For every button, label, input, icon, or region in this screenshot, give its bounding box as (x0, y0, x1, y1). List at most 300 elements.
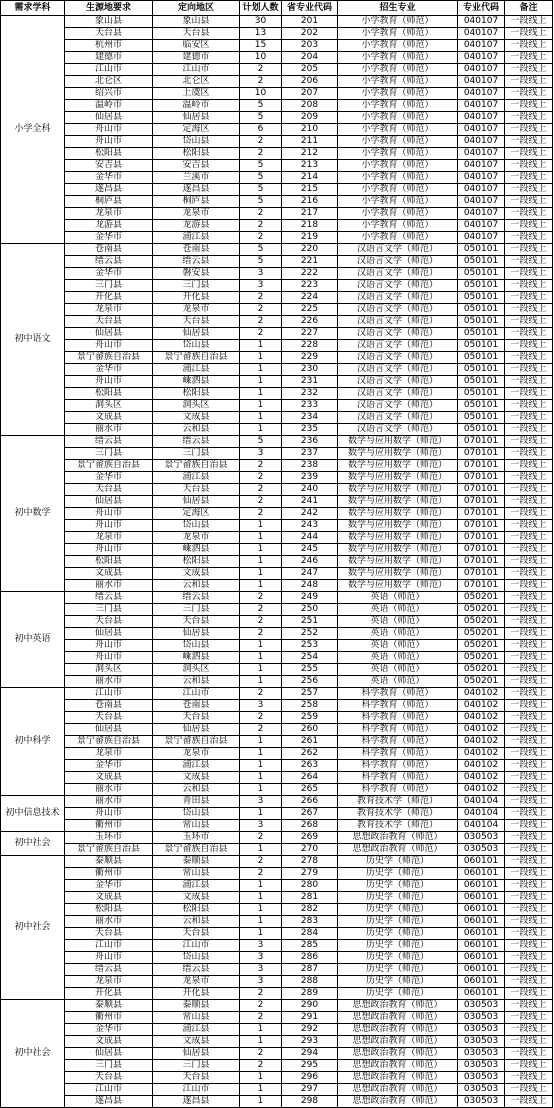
region-cell: 温岭市 (153, 100, 240, 112)
table-row (1, 472, 553, 484)
major-cell: 数学与应用数学（师范） (338, 472, 458, 484)
remark-cell: 一段线上 (505, 28, 553, 40)
header-plan-count: 计划人数 (240, 1, 282, 16)
origin-cell: 松阳县 (65, 556, 153, 568)
remark-cell: 一段线上 (505, 232, 553, 244)
origin-cell: 文成县 (65, 568, 153, 580)
table-row (1, 196, 553, 208)
header-row (1, 1, 553, 16)
plan-count-cell: 2 (240, 712, 282, 724)
origin-cell: 缙云县 (65, 256, 153, 268)
plan-count-cell: 1 (240, 772, 282, 784)
remark-cell: 一段线上 (505, 976, 553, 988)
remark-cell: 一段线上 (505, 796, 553, 808)
origin-cell: 天台县 (65, 316, 153, 328)
major-code-cell: 060101 (458, 928, 505, 940)
major-cell: 思想政治教育（师范） (338, 1084, 458, 1096)
major-cell: 科学教育（师范） (338, 712, 458, 724)
plan-count-cell: 5 (240, 112, 282, 124)
region-cell: 松阳县 (153, 148, 240, 160)
province-code-cell: 298 (282, 1096, 338, 1108)
region-cell: 岱山县 (153, 340, 240, 352)
major-cell: 小学教育（师范） (338, 208, 458, 220)
major-code-cell: 050101 (458, 244, 505, 256)
region-cell: 龙泉市 (153, 748, 240, 760)
origin-cell: 安吉县 (65, 160, 153, 172)
header-region: 定向地区 (153, 1, 240, 16)
major-cell: 历史学（师范） (338, 904, 458, 916)
plan-count-cell: 2 (240, 496, 282, 508)
major-cell: 历史学（师范） (338, 940, 458, 952)
major-code-cell: 070101 (458, 532, 505, 544)
major-code-cell: 040102 (458, 700, 505, 712)
table-row (1, 52, 553, 64)
major-cell: 历史学（师范） (338, 976, 458, 988)
table-row (1, 460, 553, 472)
origin-cell: 缙云县 (65, 436, 153, 448)
table-row (1, 580, 553, 592)
plan-count-cell: 1 (240, 844, 282, 856)
remark-cell: 一段线上 (505, 556, 553, 568)
region-cell: 泰顺县 (153, 856, 240, 868)
remark-cell: 一段线上 (505, 400, 553, 412)
plan-count-cell: 3 (240, 796, 282, 808)
province-code-cell: 262 (282, 748, 338, 760)
table-row (1, 856, 553, 868)
province-code-cell: 286 (282, 952, 338, 964)
origin-cell: 金华市 (65, 232, 153, 244)
origin-cell: 洞头区 (65, 664, 153, 676)
major-code-cell: 050201 (458, 640, 505, 652)
remark-cell: 一段线上 (505, 676, 553, 688)
remark-cell: 一段线上 (505, 256, 553, 268)
province-code-cell: 245 (282, 544, 338, 556)
table-row (1, 328, 553, 340)
region-cell: 仙居县 (153, 1048, 240, 1060)
major-cell: 英语（师范） (338, 664, 458, 676)
plan-count-cell: 5 (240, 196, 282, 208)
table-row (1, 1000, 553, 1012)
region-cell: 桐庐县 (153, 196, 240, 208)
origin-cell: 龙泉市 (65, 976, 153, 988)
major-code-cell: 030503 (458, 832, 505, 844)
table-row (1, 1036, 553, 1048)
table-body (1, 16, 553, 1108)
province-code-cell: 242 (282, 508, 338, 520)
origin-cell: 舟山市 (65, 808, 153, 820)
table-row (1, 256, 553, 268)
remark-cell: 一段线上 (505, 1000, 553, 1012)
major-cell: 历史学（师范） (338, 952, 458, 964)
plan-count-cell: 2 (240, 832, 282, 844)
plan-count-cell: 13 (240, 28, 282, 40)
table-row (1, 736, 553, 748)
major-cell: 历史学（师范） (338, 988, 458, 1000)
region-cell: 岱山县 (153, 520, 240, 532)
table-row (1, 448, 553, 460)
origin-cell: 文成县 (65, 772, 153, 784)
province-code-cell: 288 (282, 976, 338, 988)
region-cell: 天台县 (153, 28, 240, 40)
origin-cell: 仙居县 (65, 724, 153, 736)
remark-cell: 一段线上 (505, 208, 553, 220)
region-cell: 江山市 (153, 688, 240, 700)
plan-count-cell: 3 (240, 964, 282, 976)
major-code-cell: 050101 (458, 400, 505, 412)
province-code-cell: 237 (282, 448, 338, 460)
remark-cell: 一段线上 (505, 880, 553, 892)
major-code-cell: 040107 (458, 28, 505, 40)
region-cell: 天台县 (153, 484, 240, 496)
origin-cell: 舟山市 (65, 376, 153, 388)
major-cell: 英语（师范） (338, 640, 458, 652)
plan-count-cell: 5 (240, 100, 282, 112)
table-row (1, 880, 553, 892)
major-cell: 数学与应用数学（师范） (338, 508, 458, 520)
region-cell: 常山县 (153, 1012, 240, 1024)
origin-cell: 衢州市 (65, 1012, 153, 1024)
remark-cell: 一段线上 (505, 460, 553, 472)
plan-count-cell: 2 (240, 316, 282, 328)
region-cell: 苍南县 (153, 700, 240, 712)
remark-cell: 一段线上 (505, 100, 553, 112)
region-cell: 三门县 (153, 604, 240, 616)
major-code-cell: 030503 (458, 1048, 505, 1060)
remark-cell: 一段线上 (505, 856, 553, 868)
region-cell: 龙泉市 (153, 208, 240, 220)
table-row (1, 388, 553, 400)
major-code-cell: 060101 (458, 856, 505, 868)
origin-cell: 缙云县 (65, 592, 153, 604)
region-cell: 开化县 (153, 292, 240, 304)
remark-cell: 一段线上 (505, 904, 553, 916)
major-code-cell: 030503 (458, 1036, 505, 1048)
major-cell: 思想政治教育（师范） (338, 1096, 458, 1108)
origin-cell: 天台县 (65, 28, 153, 40)
major-cell: 汉语言文学（师范） (338, 328, 458, 340)
remark-cell: 一段线上 (505, 1072, 553, 1084)
origin-cell: 舟山市 (65, 952, 153, 964)
table-row (1, 88, 553, 100)
province-code-cell: 238 (282, 460, 338, 472)
region-cell: 景宁畲族自治县 (153, 736, 240, 748)
origin-cell: 天台县 (65, 928, 153, 940)
plan-count-cell: 5 (240, 160, 282, 172)
plan-count-cell: 1 (240, 676, 282, 688)
major-cell: 汉语言文学（师范） (338, 244, 458, 256)
province-code-cell: 211 (282, 136, 338, 148)
major-code-cell: 060101 (458, 880, 505, 892)
major-cell: 汉语言文学（师范） (338, 268, 458, 280)
table-row (1, 112, 553, 124)
table-row (1, 916, 553, 928)
major-cell: 小学教育（师范） (338, 136, 458, 148)
region-cell: 江山市 (153, 64, 240, 76)
origin-cell: 仙居县 (65, 1048, 153, 1060)
origin-cell: 江山市 (65, 64, 153, 76)
major-cell: 数学与应用数学（师范） (338, 556, 458, 568)
region-cell: 云和县 (153, 580, 240, 592)
province-code-cell: 285 (282, 940, 338, 952)
table-row (1, 232, 553, 244)
table-row (1, 556, 553, 568)
major-code-cell: 040107 (458, 148, 505, 160)
plan-count-cell: 2 (240, 76, 282, 88)
table-row (1, 64, 553, 76)
table-row (1, 208, 553, 220)
origin-cell: 丽水市 (65, 784, 153, 796)
origin-cell: 金华市 (65, 880, 153, 892)
plan-count-cell: 1 (240, 520, 282, 532)
major-code-cell: 050101 (458, 304, 505, 316)
remark-cell: 一段线上 (505, 316, 553, 328)
table-row (1, 784, 553, 796)
table-row (1, 568, 553, 580)
major-cell: 科学教育（师范） (338, 736, 458, 748)
region-cell: 松阳县 (153, 904, 240, 916)
region-cell: 仙居县 (153, 496, 240, 508)
table-row (1, 100, 553, 112)
table-row (1, 904, 553, 916)
table-row (1, 520, 553, 532)
table-row (1, 28, 553, 40)
subject-cell: 小学全科 (1, 16, 65, 244)
remark-cell: 一段线上 (505, 988, 553, 1000)
plan-count-cell: 2 (240, 604, 282, 616)
major-cell: 小学教育（师范） (338, 184, 458, 196)
remark-cell: 一段线上 (505, 268, 553, 280)
remark-cell: 一段线上 (505, 568, 553, 580)
province-code-cell: 247 (282, 568, 338, 580)
table-row (1, 352, 553, 364)
province-code-cell: 226 (282, 316, 338, 328)
header-province-code: 省专业代码 (282, 1, 338, 16)
subject-cell: 初中社会 (1, 832, 65, 856)
remark-cell: 一段线上 (505, 76, 553, 88)
origin-cell: 舟山市 (65, 544, 153, 556)
origin-cell: 三门县 (65, 448, 153, 460)
major-code-cell: 040104 (458, 808, 505, 820)
table-row (1, 820, 553, 832)
province-code-cell: 223 (282, 280, 338, 292)
header-subject: 需求学科 (1, 1, 65, 16)
plan-count-cell: 15 (240, 40, 282, 52)
region-cell: 磐安县 (153, 268, 240, 280)
major-code-cell: 040107 (458, 172, 505, 184)
major-cell: 小学教育（师范） (338, 40, 458, 52)
major-cell: 小学教育（师范） (338, 196, 458, 208)
origin-cell: 泰顺县 (65, 856, 153, 868)
remark-cell: 一段线上 (505, 220, 553, 232)
region-cell: 定海区 (153, 508, 240, 520)
major-cell: 英语（师范） (338, 652, 458, 664)
region-cell: 缙云县 (153, 436, 240, 448)
major-cell: 科学教育（师范） (338, 784, 458, 796)
origin-cell: 舟山市 (65, 640, 153, 652)
major-cell: 汉语言文学（师范） (338, 304, 458, 316)
region-cell: 天台县 (153, 928, 240, 940)
region-cell: 龙游县 (153, 220, 240, 232)
plan-count-cell: 3 (240, 976, 282, 988)
region-cell: 景宁畲族自治县 (153, 460, 240, 472)
province-code-cell: 224 (282, 292, 338, 304)
table-row (1, 664, 553, 676)
table-row (1, 40, 553, 52)
remark-cell: 一段线上 (505, 496, 553, 508)
major-code-cell: 030503 (458, 1072, 505, 1084)
major-cell: 汉语言文学（师范） (338, 364, 458, 376)
region-cell: 龙泉市 (153, 976, 240, 988)
origin-cell: 象山县 (65, 16, 153, 28)
major-code-cell: 040102 (458, 748, 505, 760)
region-cell: 安吉县 (153, 160, 240, 172)
table-row (1, 640, 553, 652)
remark-cell: 一段线上 (505, 292, 553, 304)
region-cell: 江山市 (153, 1084, 240, 1096)
plan-count-cell: 1 (240, 904, 282, 916)
major-cell: 数学与应用数学（师范） (338, 520, 458, 532)
major-cell: 数学与应用数学（师范） (338, 460, 458, 472)
table-row (1, 244, 553, 256)
table-row (1, 124, 553, 136)
province-code-cell: 214 (282, 172, 338, 184)
plan-count-cell: 3 (240, 280, 282, 292)
province-code-cell: 215 (282, 184, 338, 196)
origin-cell: 松阳县 (65, 904, 153, 916)
major-cell: 思想政治教育（师范） (338, 1060, 458, 1072)
region-cell: 浦江县 (153, 1024, 240, 1036)
major-code-cell: 060101 (458, 868, 505, 880)
region-cell: 开化县 (153, 988, 240, 1000)
remark-cell: 一段线上 (505, 652, 553, 664)
subject-cell: 初中信息技术 (1, 796, 65, 832)
origin-cell: 龙泉市 (65, 304, 153, 316)
major-cell: 思想政治教育（师范） (338, 1036, 458, 1048)
origin-cell: 龙泉市 (65, 208, 153, 220)
plan-count-cell: 3 (240, 940, 282, 952)
major-cell: 汉语言文学（师范） (338, 340, 458, 352)
major-cell: 思想政治教育（师范） (338, 1024, 458, 1036)
header-origin: 生源地要求 (65, 1, 153, 16)
major-code-cell: 050201 (458, 664, 505, 676)
region-cell: 江山市 (153, 940, 240, 952)
province-code-cell: 248 (282, 580, 338, 592)
province-code-cell: 210 (282, 124, 338, 136)
province-code-cell: 279 (282, 868, 338, 880)
major-code-cell: 050101 (458, 340, 505, 352)
plan-count-cell: 5 (240, 244, 282, 256)
plan-count-cell: 1 (240, 556, 282, 568)
remark-cell: 一段线上 (505, 760, 553, 772)
major-code-cell: 040107 (458, 52, 505, 64)
remark-cell: 一段线上 (505, 724, 553, 736)
plan-count-cell: 3 (240, 268, 282, 280)
region-cell: 嵊泗县 (153, 376, 240, 388)
remark-cell: 一段线上 (505, 424, 553, 436)
table-row (1, 76, 553, 88)
remark-cell: 一段线上 (505, 364, 553, 376)
plan-count-cell: 1 (240, 748, 282, 760)
region-cell: 三门县 (153, 1060, 240, 1072)
major-code-cell: 030503 (458, 1000, 505, 1012)
major-cell: 数学与应用数学（师范） (338, 496, 458, 508)
major-cell: 历史学（师范） (338, 964, 458, 976)
plan-count-cell: 5 (240, 436, 282, 448)
region-cell: 仙居县 (153, 628, 240, 640)
region-cell: 文成县 (153, 772, 240, 784)
major-code-cell: 070101 (458, 556, 505, 568)
major-code-cell: 050101 (458, 376, 505, 388)
table-row (1, 292, 553, 304)
remark-cell: 一段线上 (505, 712, 553, 724)
remark-cell: 一段线上 (505, 700, 553, 712)
plan-count-cell: 2 (240, 724, 282, 736)
province-code-cell: 201 (282, 16, 338, 28)
origin-cell: 衢州市 (65, 820, 153, 832)
province-code-cell: 252 (282, 628, 338, 640)
major-code-cell: 040107 (458, 112, 505, 124)
major-code-cell: 050201 (458, 628, 505, 640)
remark-cell: 一段线上 (505, 112, 553, 124)
table-row (1, 136, 553, 148)
origin-cell: 龙泉市 (65, 748, 153, 760)
plan-count-cell: 5 (240, 184, 282, 196)
plan-count-cell: 1 (240, 1084, 282, 1096)
table-row (1, 376, 553, 388)
province-code-cell: 230 (282, 364, 338, 376)
table-row (1, 280, 553, 292)
subject-cell: 初中语文 (1, 244, 65, 436)
major-cell: 小学教育（师范） (338, 100, 458, 112)
origin-cell: 丽水市 (65, 916, 153, 928)
province-code-cell: 258 (282, 700, 338, 712)
origin-cell: 文成县 (65, 892, 153, 904)
major-cell: 汉语言文学（师范） (338, 256, 458, 268)
region-cell: 青田县 (153, 796, 240, 808)
province-code-cell: 202 (282, 28, 338, 40)
province-code-cell: 295 (282, 1060, 338, 1072)
major-cell: 小学教育（师范） (338, 16, 458, 28)
plan-count-cell: 1 (240, 544, 282, 556)
origin-cell: 衢州市 (65, 868, 153, 880)
province-code-cell: 213 (282, 160, 338, 172)
major-code-cell: 030503 (458, 1024, 505, 1036)
remark-cell: 一段线上 (505, 736, 553, 748)
remark-cell: 一段线上 (505, 820, 553, 832)
remark-cell: 一段线上 (505, 244, 553, 256)
origin-cell: 泰顺县 (65, 1000, 153, 1012)
province-code-cell: 268 (282, 820, 338, 832)
table-row (1, 412, 553, 424)
province-code-cell: 246 (282, 556, 338, 568)
major-code-cell: 040102 (458, 736, 505, 748)
origin-cell: 舟山市 (65, 652, 153, 664)
origin-cell: 舟山市 (65, 124, 153, 136)
region-cell: 遂昌县 (153, 1096, 240, 1108)
major-code-cell: 050101 (458, 268, 505, 280)
major-code-cell: 040107 (458, 40, 505, 52)
major-cell: 历史学（师范） (338, 856, 458, 868)
table-row (1, 184, 553, 196)
table-row (1, 160, 553, 172)
major-cell: 数学与应用数学（师范） (338, 580, 458, 592)
province-code-cell: 205 (282, 64, 338, 76)
major-cell: 小学教育（师范） (338, 232, 458, 244)
table-row (1, 508, 553, 520)
region-cell: 缙云县 (153, 592, 240, 604)
region-cell: 松阳县 (153, 388, 240, 400)
plan-count-cell: 2 (240, 136, 282, 148)
